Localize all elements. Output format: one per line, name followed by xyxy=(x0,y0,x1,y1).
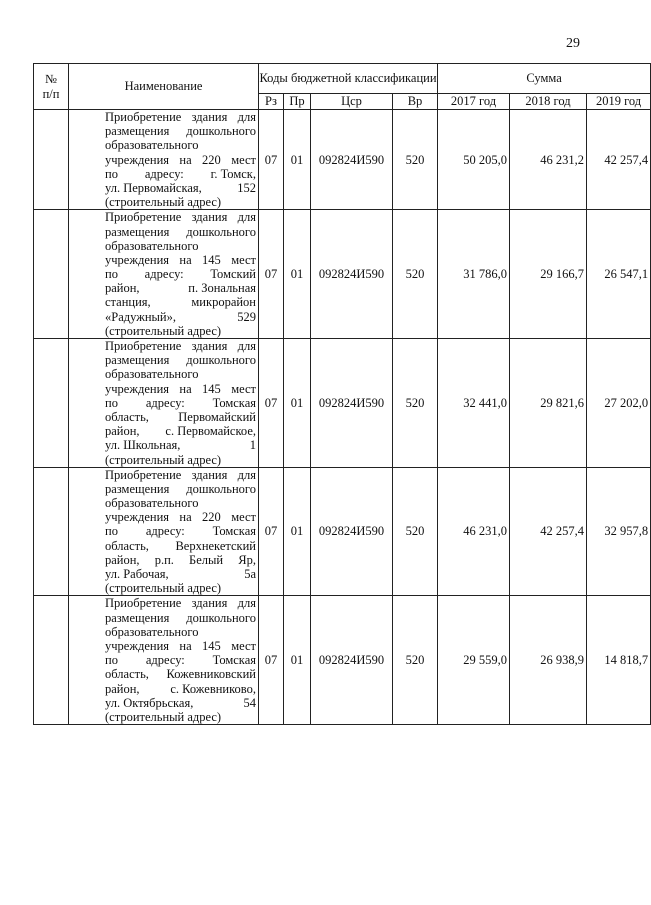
sum-2018-cell: 29 166,7 xyxy=(510,210,587,339)
sum-2017-cell: 50 205,0 xyxy=(438,110,510,210)
sum-2019-cell: 14 818,7 xyxy=(587,596,651,725)
name-word: здания xyxy=(191,467,228,482)
name-word: учреждения xyxy=(105,381,170,396)
name-word: микрорайон xyxy=(191,295,256,310)
name-word: Томская xyxy=(212,524,256,539)
name-line xyxy=(105,482,256,496)
name-word: мест xyxy=(231,381,256,396)
code-csr-cell: 092824И590 xyxy=(311,596,393,725)
name-word: 1 xyxy=(249,438,256,453)
name-word: 220 xyxy=(202,152,221,167)
header-num-label: № п/п xyxy=(42,72,60,101)
sum-2017-cell: 46 231,0 xyxy=(438,467,510,596)
name-word: район, xyxy=(105,681,140,696)
name-line xyxy=(105,710,256,724)
sum-2018-cell: 46 231,2 xyxy=(510,110,587,210)
name-word: на xyxy=(179,638,192,653)
sum-2019-cell: 32 957,8 xyxy=(587,467,651,596)
name-word: для xyxy=(237,596,256,611)
name-word: Приобретение xyxy=(105,110,182,124)
name-word: размещения xyxy=(105,481,170,496)
name-word: для xyxy=(237,210,256,225)
code-pr-cell: 01 xyxy=(284,110,311,210)
name-line xyxy=(105,295,256,309)
name-line xyxy=(105,581,256,595)
name-word: мест xyxy=(231,252,256,267)
header-pr: Пр xyxy=(284,94,311,110)
name-word: Приобретение xyxy=(105,596,182,611)
code-vr-cell: 520 xyxy=(393,110,438,210)
name-word: с. Первомайское, xyxy=(165,424,256,439)
name-word: область, xyxy=(105,667,149,682)
name-word: размещения xyxy=(105,124,170,139)
name-word: 152 xyxy=(237,180,256,195)
name-word: образовательного xyxy=(105,624,199,639)
row-name-cell xyxy=(69,210,259,339)
name-word: область, xyxy=(105,538,149,553)
code-pr-cell: 01 xyxy=(284,467,311,596)
name-line xyxy=(105,539,256,553)
code-csr-cell: 092824И590 xyxy=(311,210,393,339)
header-vr: Вр xyxy=(393,94,438,110)
code-vr-cell: 520 xyxy=(393,596,438,725)
name-line xyxy=(105,339,256,353)
name-word: по xyxy=(105,166,118,181)
row-number-cell xyxy=(34,467,69,596)
name-word: ул. Октябрьская, xyxy=(105,695,194,710)
sum-2018-cell: 29 821,6 xyxy=(510,339,587,468)
name-word: Томская xyxy=(212,653,256,668)
row-name-cell xyxy=(69,339,259,468)
name-word: (строительный адрес) xyxy=(105,581,222,596)
name-word: дошкольного xyxy=(186,481,256,496)
name-line xyxy=(105,653,256,667)
name-word: Приобретение xyxy=(105,339,182,353)
name-word: ул. Первомайская, xyxy=(105,180,202,195)
name-word: район, xyxy=(105,281,140,296)
name-word: здания xyxy=(191,110,228,124)
code-rz-cell: 07 xyxy=(259,339,284,468)
name-line xyxy=(105,382,256,396)
name-word: адресу: xyxy=(144,166,184,181)
header-2019: 2019 год xyxy=(587,94,651,110)
name-word: район, xyxy=(105,424,140,439)
header-sum xyxy=(438,64,651,94)
name-line xyxy=(105,167,256,181)
sum-2017-cell: 31 786,0 xyxy=(438,210,510,339)
name-word: Первомайский xyxy=(178,409,256,424)
name-line xyxy=(105,567,256,581)
name-line xyxy=(105,682,256,696)
row-name-cell xyxy=(69,596,259,725)
name-word: (строительный адрес) xyxy=(105,452,222,467)
name-word: Томская xyxy=(212,395,256,410)
name-line xyxy=(105,353,256,367)
name-word: (строительный адрес) xyxy=(105,709,222,724)
code-csr-cell: 092824И590 xyxy=(311,467,393,596)
name-word: район, xyxy=(105,552,140,567)
name-word: ул. Рабочая, xyxy=(105,567,169,581)
name-word: учреждения xyxy=(105,510,170,525)
name-word: размещения xyxy=(105,224,170,239)
sum-2019-cell: 42 257,4 xyxy=(587,110,651,210)
name-word: дошкольного xyxy=(186,224,256,239)
name-word: 220 xyxy=(202,510,221,525)
sum-2018-cell: 42 257,4 xyxy=(510,467,587,596)
name-word: адресу: xyxy=(145,524,185,539)
code-csr-cell: 092824И590 xyxy=(311,110,393,210)
sum-2019-cell: 26 547,1 xyxy=(587,210,651,339)
name-word: по xyxy=(105,267,118,282)
name-word: г. Томск, xyxy=(210,166,256,181)
name-line xyxy=(105,367,256,381)
header-codes xyxy=(259,64,438,94)
name-word: р.п. xyxy=(154,552,174,567)
name-word: здания xyxy=(191,596,228,611)
name-word: учреждения xyxy=(105,152,170,167)
name-word: учреждения xyxy=(105,252,170,267)
name-word: мест xyxy=(231,638,256,653)
name-word: «Радужный», xyxy=(105,309,176,324)
code-csr-cell: 092824И590 xyxy=(311,339,393,468)
name-word: по xyxy=(105,395,118,410)
name-word: Кожевниковский xyxy=(166,667,256,682)
table-row xyxy=(34,596,651,725)
code-rz-cell: 07 xyxy=(259,210,284,339)
name-line xyxy=(105,611,256,625)
name-word: на xyxy=(179,152,192,167)
name-line xyxy=(105,225,256,239)
name-line xyxy=(105,138,256,152)
name-word: на xyxy=(179,381,192,396)
name-line xyxy=(105,696,256,710)
name-word: дошкольного xyxy=(186,124,256,139)
table-row xyxy=(34,339,651,468)
name-line xyxy=(105,438,256,452)
name-line xyxy=(105,110,256,124)
row-number-cell xyxy=(34,596,69,725)
code-vr-cell: 520 xyxy=(393,210,438,339)
name-word: адресу: xyxy=(145,653,185,668)
name-word: п. Зональная xyxy=(188,281,256,296)
name-line xyxy=(105,181,256,195)
name-word: 54 xyxy=(243,695,256,710)
name-line xyxy=(105,639,256,653)
row-name-cell xyxy=(69,467,259,596)
name-word: для xyxy=(237,467,256,482)
name-line xyxy=(105,410,256,424)
sum-2017-cell: 32 441,0 xyxy=(438,339,510,468)
sum-2019-cell: 27 202,0 xyxy=(587,339,651,468)
code-rz-cell: 07 xyxy=(259,110,284,210)
name-line xyxy=(105,253,256,267)
name-word: (строительный адрес) xyxy=(105,195,222,210)
name-line xyxy=(105,124,256,138)
name-word: 145 xyxy=(202,381,221,396)
name-line xyxy=(105,310,256,324)
name-word: образовательного xyxy=(105,138,199,153)
name-word: здания xyxy=(191,339,228,353)
name-word: (строительный адрес) xyxy=(105,323,222,338)
name-line xyxy=(105,468,256,482)
name-line xyxy=(105,239,256,253)
name-word: образовательного xyxy=(105,496,199,511)
header-2018: 2018 год xyxy=(510,94,587,110)
header-csr: Цср xyxy=(311,94,393,110)
name-line xyxy=(105,667,256,681)
name-word: 145 xyxy=(202,638,221,653)
name-word: учреждения xyxy=(105,638,170,653)
code-pr-cell: 01 xyxy=(284,210,311,339)
name-word: дошкольного xyxy=(186,353,256,368)
name-word: для xyxy=(237,339,256,353)
code-vr-cell: 520 xyxy=(393,339,438,468)
row-number-cell xyxy=(34,210,69,339)
name-word: Приобретение xyxy=(105,467,182,482)
code-rz-cell: 07 xyxy=(259,467,284,596)
name-line xyxy=(105,524,256,538)
name-word: Приобретение xyxy=(105,210,182,225)
name-word: Верхнекетский xyxy=(175,538,256,553)
code-pr-cell: 01 xyxy=(284,339,311,468)
header-name-label: Наименование xyxy=(124,79,203,94)
name-line xyxy=(105,553,256,567)
name-word: дошкольного xyxy=(186,610,256,625)
table-row xyxy=(34,467,651,596)
header-name xyxy=(69,64,259,110)
name-word: по xyxy=(105,653,118,668)
name-line xyxy=(105,195,256,209)
name-word: Томский xyxy=(210,267,256,282)
header-num xyxy=(34,64,69,110)
page-number: 29 xyxy=(566,36,580,51)
code-vr-cell: 520 xyxy=(393,467,438,596)
name-word: Яр, xyxy=(238,552,256,567)
name-word: мест xyxy=(231,510,256,525)
name-line xyxy=(105,424,256,438)
name-word: ул. Школьная, xyxy=(105,438,181,453)
name-word: 145 xyxy=(202,252,221,267)
code-rz-cell: 07 xyxy=(259,596,284,725)
name-line xyxy=(105,267,256,281)
name-word: образовательного xyxy=(105,238,199,253)
sum-2018-cell: 26 938,9 xyxy=(510,596,587,725)
name-line xyxy=(105,496,256,510)
row-number-cell xyxy=(34,110,69,210)
name-word: область, xyxy=(105,409,149,424)
header-rz: Рз xyxy=(259,94,284,110)
name-line xyxy=(105,324,256,338)
name-word: Белый xyxy=(189,552,224,567)
header-codes-label: Коды бюджетной классификации xyxy=(259,71,437,86)
name-word: 5а xyxy=(244,567,256,581)
name-word: на xyxy=(179,252,192,267)
header-row-1 xyxy=(34,64,651,94)
name-word: с. Кожевниково, xyxy=(170,681,256,696)
sum-2017-cell: 29 559,0 xyxy=(438,596,510,725)
table-row xyxy=(34,110,651,210)
budget-table xyxy=(33,63,651,725)
name-word: здания xyxy=(191,210,228,225)
name-line xyxy=(105,453,256,467)
name-word: станция, xyxy=(105,295,151,310)
header-2017: 2017 год xyxy=(438,94,510,110)
name-line xyxy=(105,396,256,410)
name-word: адресу: xyxy=(145,395,185,410)
name-line xyxy=(105,281,256,295)
name-word: 529 xyxy=(237,309,256,324)
name-line xyxy=(105,210,256,224)
name-line xyxy=(105,153,256,167)
row-number-cell xyxy=(34,339,69,468)
code-pr-cell: 01 xyxy=(284,596,311,725)
name-line xyxy=(105,625,256,639)
row-name-cell xyxy=(69,110,259,210)
name-word: на xyxy=(179,510,192,525)
name-word: адресу: xyxy=(144,267,184,282)
name-line xyxy=(105,596,256,610)
name-line xyxy=(105,510,256,524)
name-word: размещения xyxy=(105,353,170,368)
name-word: по xyxy=(105,524,118,539)
name-word: мест xyxy=(231,152,256,167)
header-sum-label: Сумма xyxy=(526,71,562,86)
name-word: для xyxy=(237,110,256,124)
table-row xyxy=(34,210,651,339)
name-word: образовательного xyxy=(105,367,199,382)
name-word: размещения xyxy=(105,610,170,625)
